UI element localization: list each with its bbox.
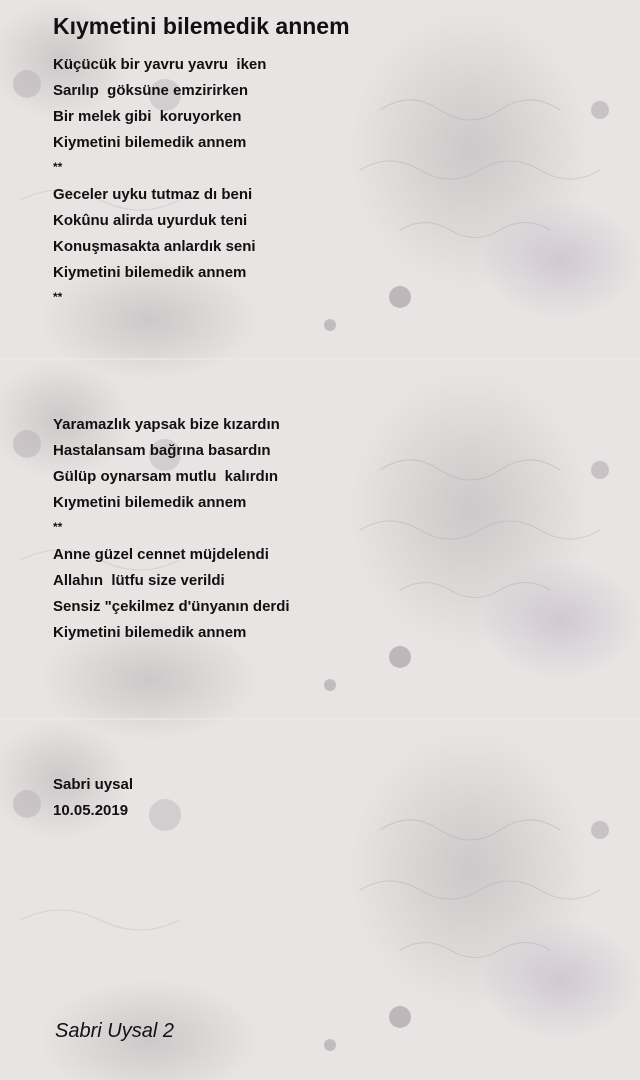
stanza-separator: **: [53, 160, 63, 174]
poem-line: Bir melek gibi koruyorken: [53, 108, 242, 125]
poem-line: Sensiz "çekilmez d'ünyanın derdi: [53, 598, 290, 615]
poem-line: Kiymetini bilemedik annem: [53, 624, 247, 641]
poem-line: Kıymetini bilemedik annem: [53, 494, 247, 511]
poem-line: Kokûnu alirda uyurduk teni: [53, 212, 248, 229]
footer-signature: Sabri Uysal 2: [55, 1020, 174, 1042]
poem-line: Yaramazlık yapsak bize kızardın: [53, 416, 280, 433]
poem-author: Sabri uysal: [53, 776, 134, 793]
stanza-separator: **: [53, 520, 63, 534]
poem-line: Hastalansam bağrına basardın: [53, 442, 271, 459]
poem-line: Gülüp oynarsam mutlu kalırdın: [53, 468, 279, 485]
poem-line: Küçücük bir yavru yavru iken: [53, 56, 267, 73]
poem-title: Kıymetini bilemedik annem: [53, 13, 350, 39]
poem-line: Geceler uyku tutmaz dı beni: [53, 186, 253, 203]
poem-line: Allahın lütfu size verildi: [53, 572, 225, 589]
poem-line: Konuşmasakta anlardık seni: [53, 238, 256, 255]
poem-date: 10.05.2019: [53, 802, 129, 819]
poem-line: Anne güzel cennet müjdelendi: [53, 546, 269, 563]
poem-line: Kiymetini bilemedik annem: [53, 134, 247, 151]
stanza-separator: **: [53, 290, 63, 304]
poem-line: Sarılıp göksüne emzirirken: [53, 82, 249, 99]
poem-line: Kiymetini bilemedik annem: [53, 264, 247, 281]
